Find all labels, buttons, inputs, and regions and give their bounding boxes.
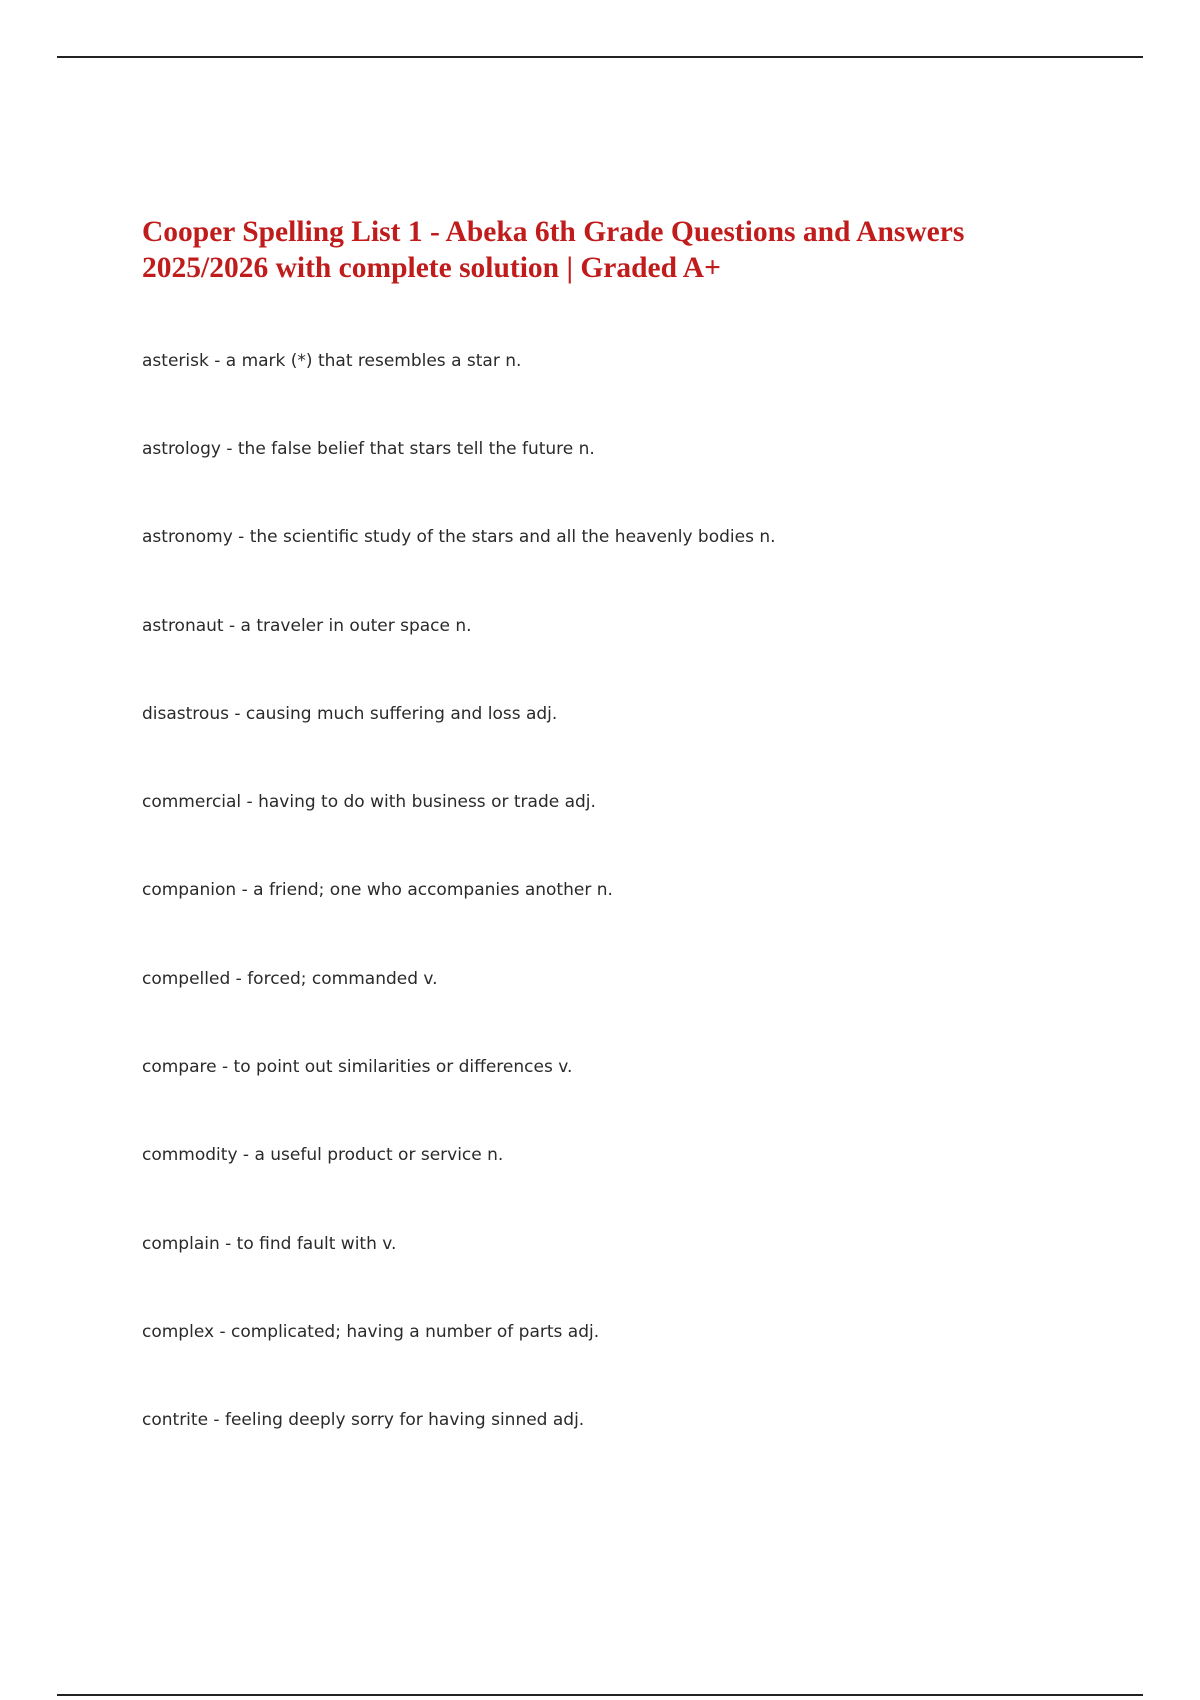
header-rule: [57, 56, 1143, 58]
document-title: Cooper Spelling List 1 - Abeka 6th Grade Questions and Answers 2025/2026 with complete solution | Graded A+: [142, 216, 965, 284]
list-item: disastrous - causing much suffering and loss adj.: [142, 704, 558, 724]
list-item: complex - complicated; having a number of parts adj.: [142, 1322, 600, 1342]
list-item: complain - to find fault with v.: [142, 1234, 397, 1254]
list-item: astrology - the false belief that stars tell the future n.: [142, 439, 595, 459]
list-item: astronaut - a traveler in outer space n.: [142, 616, 472, 636]
list-item: contrite - feeling deeply sorry for having sinned adj.: [142, 1410, 585, 1430]
list-item: asterisk - a mark (*) that resembles a star n.: [142, 351, 522, 371]
list-item: compelled - forced; commanded v.: [142, 969, 438, 989]
list-item: commercial - having to do with business or trade adj.: [142, 792, 596, 812]
list-item: astronomy - the scientific study of the stars and all the heavenly bodies n.: [142, 527, 776, 547]
list-item: companion - a friend; one who accompanies another n.: [142, 880, 613, 900]
list-item: compare - to point out similarities or differences v.: [142, 1057, 573, 1077]
list-item: commodity - a useful product or service n.: [142, 1145, 504, 1165]
footer-rule: [57, 1694, 1143, 1696]
